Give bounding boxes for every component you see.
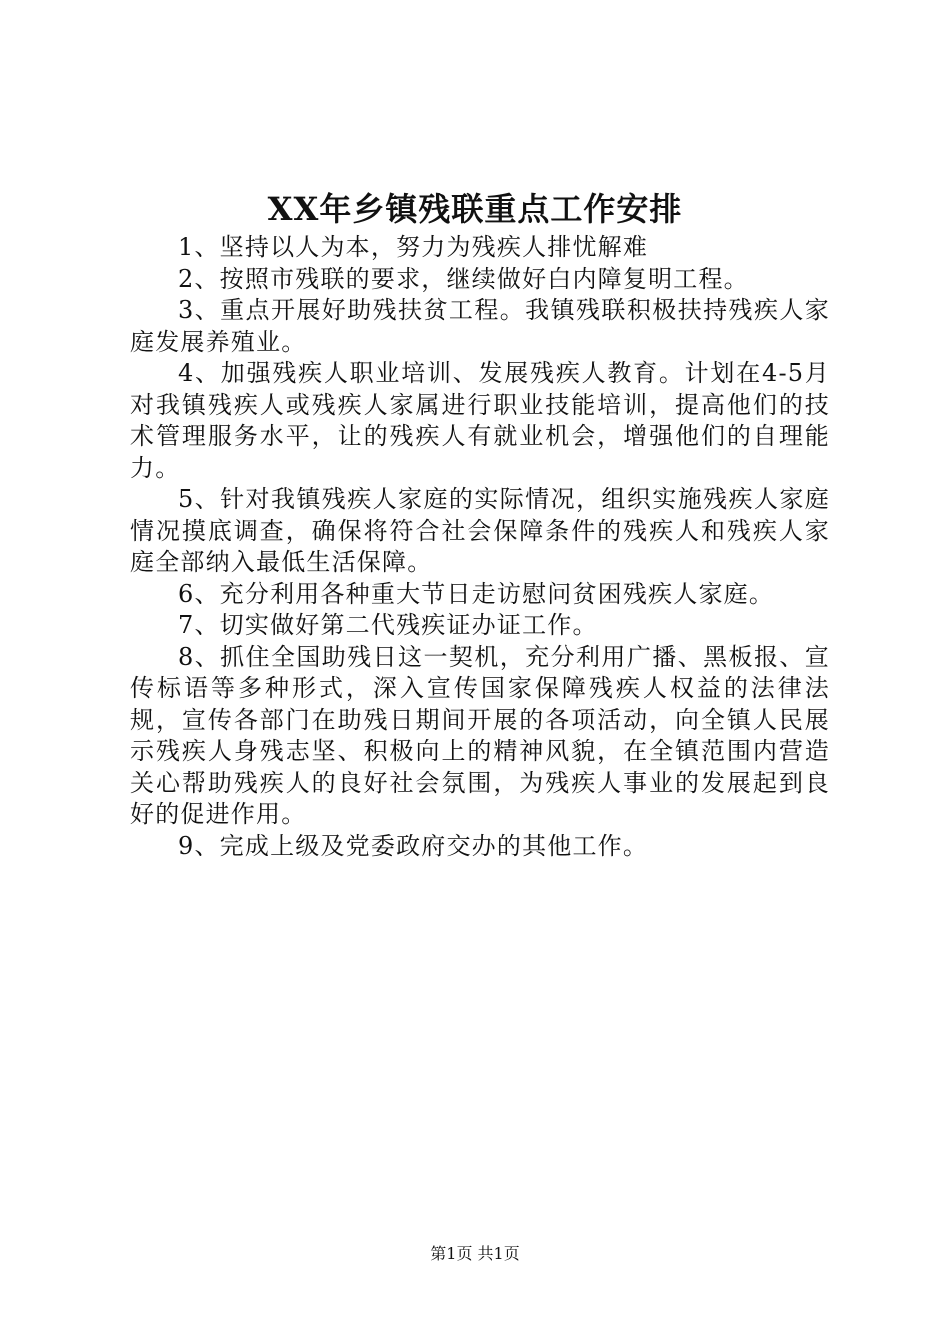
page-footer: 第1页 共1页 <box>430 1244 520 1263</box>
paragraph-4: 4、加强残疾人职业培训、发展残疾人教育。计划在4-5月对我镇残疾人或残疾人家属进行职业技能培训，提高他们的技术管理服务水平，让的残疾人有就业机会，增强他们的自理能力。 <box>130 359 830 482</box>
paragraph-1: 1、坚持以人为本，努力为残疾人排忧解难 <box>178 233 649 261</box>
paragraph-9: 9、完成上级及党委政府交办的其他工作。 <box>178 831 649 860</box>
paragraph-8: 8、抓住全国助残日这一契机，充分利用广播、黑板报、宣传标语等多种形式，深入宣传国家保障残疾人权益的法律法规，宣传各部门在助残日期间开展的各项活动，向全镇人民展示残疾人身残志坚、积极向上的精神风貌，在全镇范围内营造关心帮助残疾人的良好社会氛围，为残疾人事业的发展起到良好的促进作用。 <box>130 642 830 828</box>
paragraph-6: 6、充分利用各种重大节日走访慰问贫困残疾人家庭。 <box>178 579 775 608</box>
paragraph-2: 2、按照市残联的要求，继续做好白内障复明工程。 <box>178 264 749 293</box>
document-body <box>130 232 830 862</box>
paragraph-3: 3、重点开展好助残扶贫工程。我镇残联积极扶持残疾人家庭发展养殖业。 <box>130 296 830 356</box>
paragraph-5: 5、针对我镇残疾人家庭的实际情况，组织实施残疾人家庭情况摸底调查，确保将符合社会保障条件的残疾人和残疾人家庭全部纳入最低生活保障。 <box>130 485 830 576</box>
document-title: XX年乡镇残联重点工作安排 <box>267 190 683 228</box>
paragraph-7: 7、切实做好第二代残疾证办证工作。 <box>178 611 598 639</box>
